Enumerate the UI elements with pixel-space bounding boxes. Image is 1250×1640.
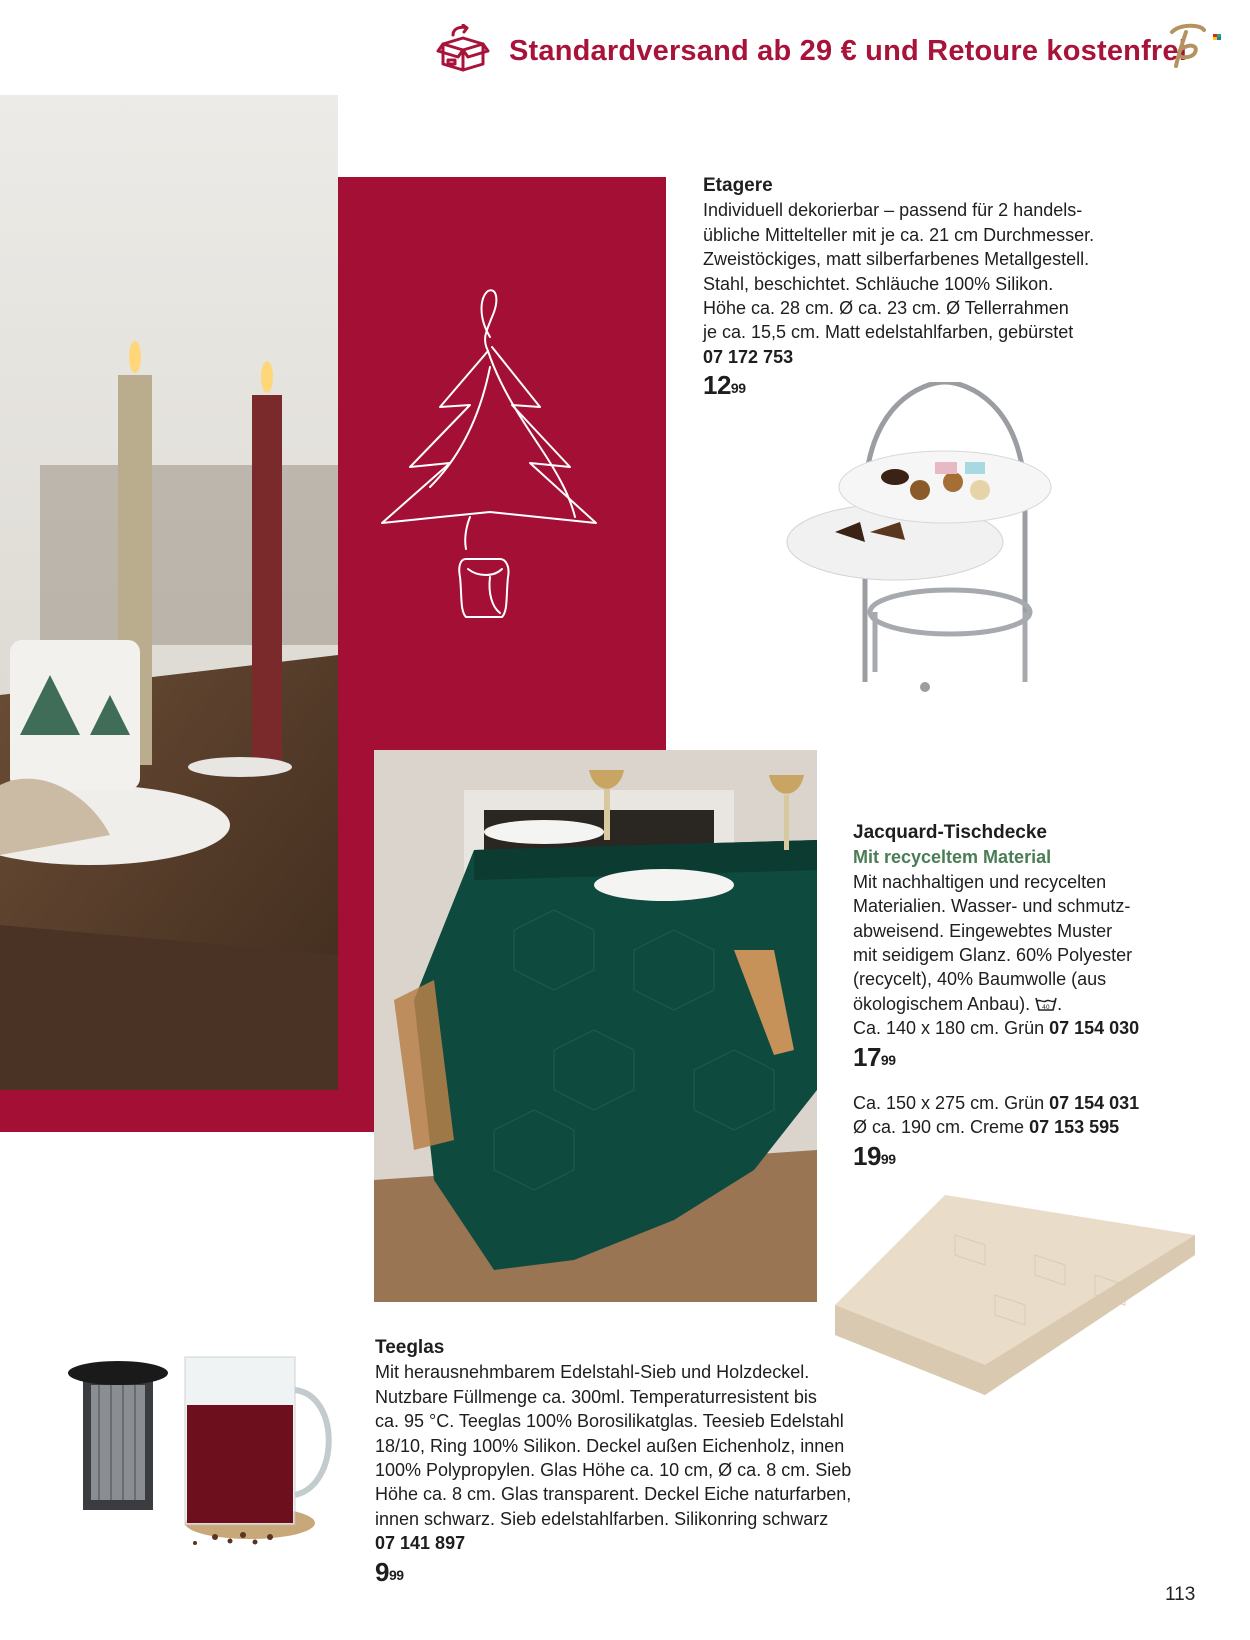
article-number: 07 153 595 xyxy=(1029,1117,1120,1138)
variant-text: Ca. 150 x 275 cm. Grün xyxy=(853,1093,1045,1114)
description-line: übliche Mittelteller mit je ca. 21 cm Durchmesser. xyxy=(703,224,1095,245)
variant-line xyxy=(853,1016,1233,1040)
description-line: Nutzbare Füllmenge ca. 300ml. Temperaturresistent bis xyxy=(375,1386,817,1407)
description-line: Höhe ca. 28 cm. Ø ca. 23 cm. Ø Tellerrahmen xyxy=(703,298,1069,319)
teaglass-photo xyxy=(65,1345,365,1550)
description-line: Stahl, beschichtet. Schläuche 100% Silikon. xyxy=(703,273,1054,294)
shipping-box-icon xyxy=(435,24,491,79)
price-cents: 99 xyxy=(880,1150,896,1167)
description-line: Zweistöckiges, matt silberfarbenes Metallgestell. xyxy=(703,249,1090,270)
price-main: 9 xyxy=(375,1556,389,1587)
article-number: 07 172 753 xyxy=(703,346,794,367)
etagere-photo xyxy=(775,382,1090,727)
variant-line xyxy=(853,1091,1233,1115)
page-number: 113 xyxy=(1165,1584,1196,1605)
price-cents: 99 xyxy=(388,1566,404,1583)
description-line: Mit nachhaltigen und recycelten xyxy=(853,871,1107,892)
price-main: 12 xyxy=(703,370,731,401)
description-line: (recycelt), 40% Baumwolle (aus xyxy=(853,969,1107,990)
description-line: Materialien. Wasser- und schmutz- xyxy=(853,896,1131,917)
shipping-banner xyxy=(435,28,1187,74)
wash-symbol-icon xyxy=(1035,994,1057,1014)
article-number: 07 141 897 xyxy=(375,1533,466,1554)
christmas-tree-line-art-icon xyxy=(370,277,610,627)
product-title: Teeglas xyxy=(375,1337,445,1358)
price-main: 17 xyxy=(853,1041,881,1072)
price xyxy=(703,370,1123,401)
product-etagere xyxy=(703,174,1123,401)
product-subtitle: Mit recyceltem Material xyxy=(853,847,1052,868)
price xyxy=(853,1140,1233,1171)
price xyxy=(375,1556,855,1587)
description-line: Höhe ca. 8 cm. Glas transparent. Deckel Eiche naturfarben, xyxy=(375,1484,852,1505)
price xyxy=(853,1041,1233,1072)
description-line: abweisend. Eingewebtes Muster xyxy=(853,920,1113,941)
product-title: Etagere xyxy=(703,175,773,196)
price-cents: 99 xyxy=(730,380,746,397)
description-line: mit seidigem Glanz. 60% Polyester xyxy=(853,945,1133,966)
description-line: ökologischem Anbau). 40 . xyxy=(853,993,1063,1014)
price-cents: 99 xyxy=(880,1051,896,1068)
description-text: ökologischem Anbau). xyxy=(853,993,1031,1014)
description-line: 100% Polypropylen. Glas Höhe ca. 10 cm, Ø ca. 8 cm. Sieb xyxy=(375,1460,852,1481)
cream-tablecloth-photo xyxy=(835,1195,1205,1395)
description-line: ca. 95 °C. Teeglas 100% Borosilikatglas. Teesieb Edelstahl xyxy=(375,1411,844,1432)
product-teeglas xyxy=(375,1336,855,1587)
price-main: 19 xyxy=(853,1140,881,1171)
candles-table-photo xyxy=(0,95,338,1090)
product-title: Jacquard-Tischdecke xyxy=(853,822,1047,843)
svg-text:40: 40 xyxy=(1042,1003,1050,1011)
shipping-banner-text: Standardversand ab 29 € und Retoure kostenfrei xyxy=(509,34,1187,67)
article-number: 07 154 031 xyxy=(1049,1093,1140,1114)
variant-text: Ø ca. 190 cm. Creme xyxy=(853,1117,1025,1138)
description-line: je ca. 15,5 cm. Matt edelstahlfarben, gebürstet xyxy=(703,322,1074,343)
description-line: Mit herausnehmbarem Edelstahl-Sieb und Holzdeckel. xyxy=(375,1362,810,1383)
tablecloth-scene-photo xyxy=(374,750,817,1302)
article-number: 07 154 030 xyxy=(1049,1018,1140,1039)
variant-line xyxy=(853,1115,1233,1139)
product-tischdecke xyxy=(853,821,1233,1171)
description-line: 18/10, Ring 100% Silikon. Deckel außen Eichenholz, innen xyxy=(375,1435,845,1456)
brand-logo xyxy=(1160,20,1224,70)
description-line: Individuell dekorierbar – passend für 2 handels- xyxy=(703,200,1083,221)
description-line: innen schwarz. Sieb edelstahlfarben. Silikonring schwarz xyxy=(375,1508,829,1529)
variant-text: Ca. 140 x 180 cm. Grün xyxy=(853,1018,1045,1039)
